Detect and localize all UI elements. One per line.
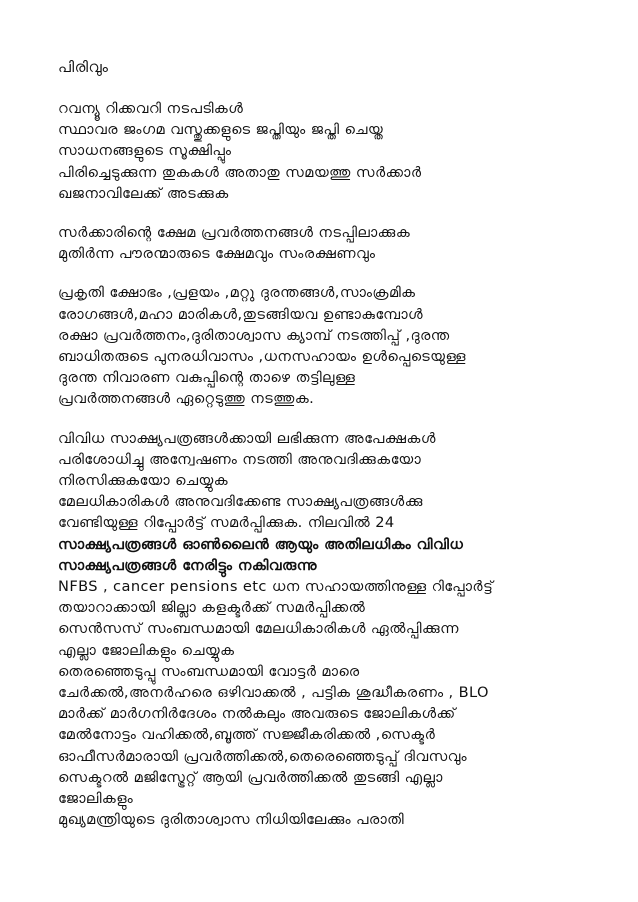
text-line: സർക്കാരിന്റെ ക്ഷേമ പ്രവർത്തനങ്ങൾ നടപ്പിലാക്കുക bbox=[58, 224, 411, 242]
page-heading: പിരിവും bbox=[58, 58, 109, 76]
text-line-bold: സാക്ഷ്യപത്രങ്ങൾ നേരിട്ടും നകിവരുന്നു bbox=[58, 556, 318, 574]
text-line: വിവിധ സാക്ഷ്യപത്രങ്ങൾക്കായി ലഭിക്കുന്ന അപേക്ഷകൾ bbox=[58, 429, 436, 447]
text-line: ഖജനാവിലേക്ക് അടക്കുക bbox=[58, 184, 229, 202]
text-line: പ്രവർത്തനങ്ങൾ ഏറ്റെടുത്തു നടത്തുക. bbox=[58, 390, 315, 408]
paragraph-certificates-and-elections bbox=[58, 428, 578, 831]
text-line: പരിശോധിച്ചു അന്വേഷണം നടത്തി അനുവദിക്കുകയോ bbox=[58, 450, 422, 468]
document-body bbox=[58, 56, 578, 849]
text-line: മേൽനോട്ടം വഹിക്കൽ,ബൂത്ത് സജ്ജീകരിക്കൽ ,സെക്ടർ bbox=[58, 726, 436, 744]
text-line: ദുരന്ത നിവാരണ വകുപ്പിന്റെ താഴെ തട്ടിലുള്ള bbox=[58, 369, 356, 387]
text-line: ബാധിതരുടെ പുനരധിവാസം ,ധനസഹായം ഉൾപ്പെടെയുള്ള bbox=[58, 348, 466, 366]
text-line-bold: സാക്ഷ്യപത്രങ്ങൾ ഓൺലൈൻ ആയും അതിലധികം വിവിധ bbox=[58, 535, 464, 553]
paragraph-welfare bbox=[58, 222, 578, 264]
text-line: എല്ലാ ജോലികളും ചെയ്യുക bbox=[58, 641, 235, 659]
paragraph-revenue-recovery bbox=[58, 98, 578, 204]
paragraph-disaster-management bbox=[58, 282, 578, 409]
text-line: തെരഞ്ഞെടുപ്പു സംബന്ധമായി വോട്ടർ മാരെ bbox=[58, 662, 360, 680]
text-line: മുതിർന്ന പൗരന്മാരുടെ ക്ഷേമവും സംരക്ഷണവും bbox=[58, 245, 376, 263]
text-line: സാധനങ്ങളുടെ സൂക്ഷിപ്പും bbox=[58, 142, 232, 160]
text-line: ജോലികളും bbox=[58, 790, 134, 808]
text-line: രോഗങ്ങൾ,മഹാ മാരികൾ,തുടങ്ങിയവ ഉണ്ടാകുമ്പോൾ bbox=[58, 305, 424, 323]
text-line: വേണ്ടിയുള്ള റിപ്പോർട്ട് സമർപ്പിക്കുക. നിലവിൽ 24 bbox=[58, 514, 395, 532]
text-line: സ്ഥാവര ജംഗമ വസ്തുക്കളുടെ ജപ്തിയും ജപ്തി ചെയ്ത bbox=[58, 121, 384, 139]
text-line: പ്രകൃതി ക്ഷോഭം ,പ്രളയം ,മറ്റു ദുരന്തങ്ങൾ,സാംക്രമിക bbox=[58, 284, 416, 302]
text-line: ചേർക്കൽ,അനർഹരെ ഒഴിവാക്കൽ , പട്ടിക ശുദ്ധീകരണം , BLO bbox=[58, 684, 489, 702]
text-line: പിരിച്ചെടുക്കുന്ന തുകകൾ അതാതു സമയത്തു സർക്കാർ bbox=[58, 163, 422, 181]
text-line: ഓഫീസർമാരായി പ്രവർത്തിക്കൽ,തെരെഞ്ഞെടുപ്പ് ദിവസവും bbox=[58, 747, 468, 765]
text-line: മുഖ്യമന്ത്രിയുടെ ദുരിതാശ്വാസ നിധിയിലേക്കും പരാതി bbox=[58, 811, 405, 829]
text-line: രക്ഷാ പ്രവർത്തനം,ദുരിതാശ്വാസ ക്യാമ്പ് നടത്തിപ്പ് ,ദുരന്ത bbox=[58, 326, 450, 344]
text-line: സെൻസസ് സംബന്ധമായി മേലധികാരികൾ ഏൽപ്പിക്കുന്ന bbox=[58, 620, 459, 638]
text-line: NFBS , cancer pensions etc ധന സഹായത്തിനുള്ള റിപ്പോർട്ട് bbox=[58, 578, 494, 596]
text-line: റവന്യൂ റിക്കവറി നടപടികൾ bbox=[58, 100, 244, 117]
text-line: നിരസിക്കുകയോ ചെയ്യുക bbox=[58, 472, 229, 490]
text-line: മേലധികാരികൾ അനുവദിക്കേണ്ട സാക്ഷ്യപത്രങ്ങൾക്കു bbox=[58, 493, 423, 511]
text-line: മാർക്ക് മാർഗനിർദേശം നൽകലും അവരുടെ ജോലികൾക്ക് bbox=[58, 705, 456, 723]
text-line: തയാറാക്കായി ജില്ലാ കളക്ടർക്ക് സമർപ്പിക്കൽ bbox=[58, 599, 366, 617]
text-line: സെക്ടറൽ മജിസ്ട്രേറ്റ് ആയി പ്രവർത്തിക്കൽ തുടങ്ങി എല്ലാ bbox=[58, 768, 443, 786]
